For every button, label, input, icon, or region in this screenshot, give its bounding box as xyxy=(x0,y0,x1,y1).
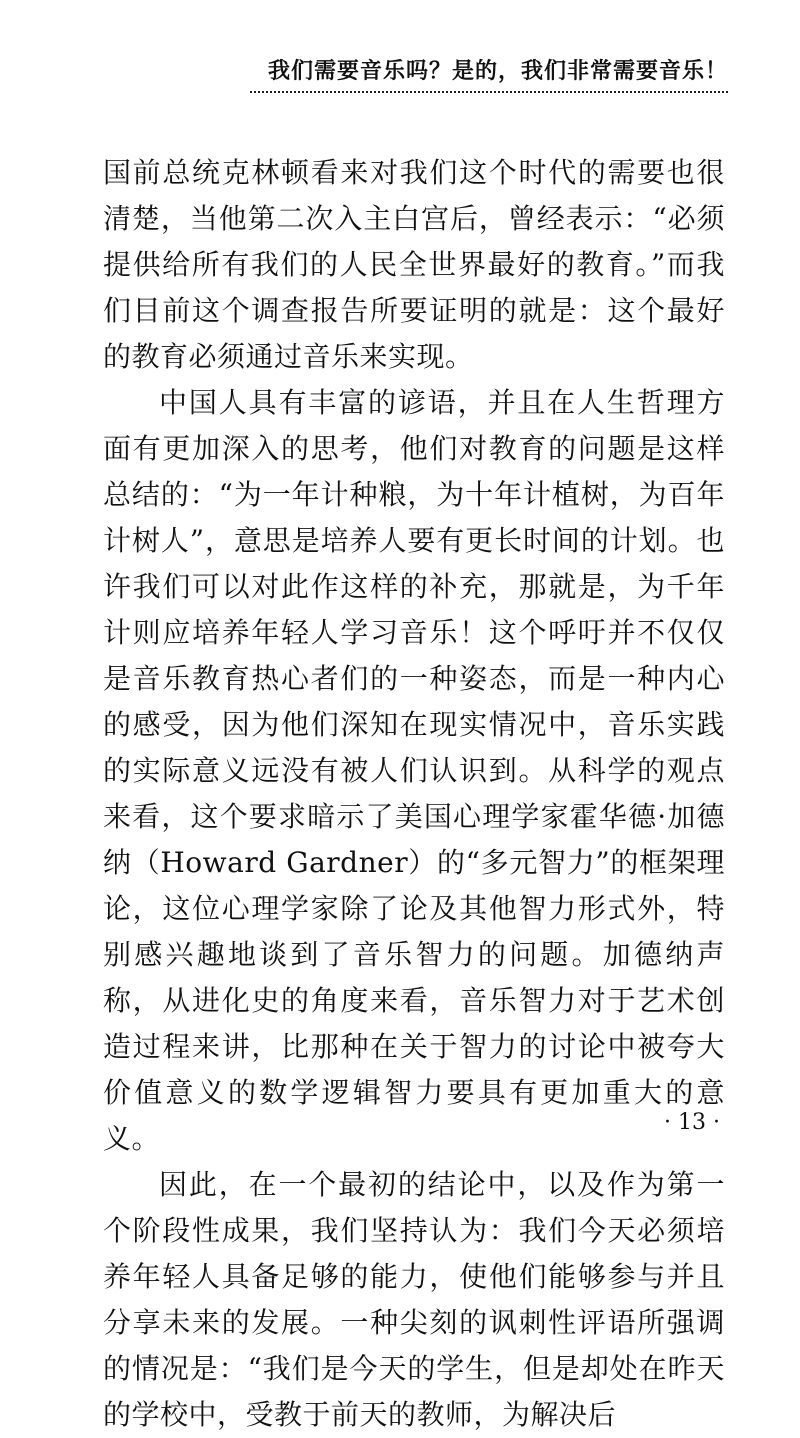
page-number: · 13 · xyxy=(664,1110,720,1135)
running-header: 我们需要音乐吗？是的，我们非常需要音乐！ xyxy=(250,54,728,93)
paragraph-3: 因此，在一个最初的结论中，以及作为第一个阶段性成果，我们坚持认为：我们今天必须培养年轻人具备足够的能力，使他们能够参与并且分享未来的发展。一种尖刻的讽刺性评语所强调的情况是：“我们是今天的学生，但是却处在昨天的学校中，受教于前天的教师，为解决后 xyxy=(103,1168,725,1431)
body-text xyxy=(103,150,725,1438)
paragraph-1: 国前总统克林顿看来对我们这个时代的需要也很清楚，当他第二次入主白宫后，曾经表示：“必须提供给所有我们的人民全世界最好的教育。”而我们目前这个调查报告所要证明的就是：这个最好的教育必须通过音乐来实现。 xyxy=(103,156,725,373)
paragraph-2: 中国人具有丰富的谚语，并且在人生哲理方面有更加深入的思考，他们对教育的问题是这样总结的：“为一年计种粮，为十年计植树，为百年计树人”，意思是培养人要有更长时间的计划。也许我们可以对此作这样的补充，那就是，为千年计则应培养年轻人学习音乐！这个呼吁并不仅仅是音乐教育热心者们的一种姿态，而是一种内心的感受，因为他们深知在现实情况中，音乐实践的实际意义远没有被人们认识到。从科学的观点来看，这个要求暗示了美国心理学家霍华德·加德纳（Howard Gardner）的“多元智力”的框架理论，这位心理学家除了论及其他智力形式外，特别感兴趣地谈到了音乐智力的问题。加德纳声称，从进化史的角度来看，音乐智力对于艺术创造过程来讲，比那种在关于智力的讨论中被夸大价值意义的数学逻辑智力要具有更加重大的意义。 xyxy=(103,386,725,1155)
